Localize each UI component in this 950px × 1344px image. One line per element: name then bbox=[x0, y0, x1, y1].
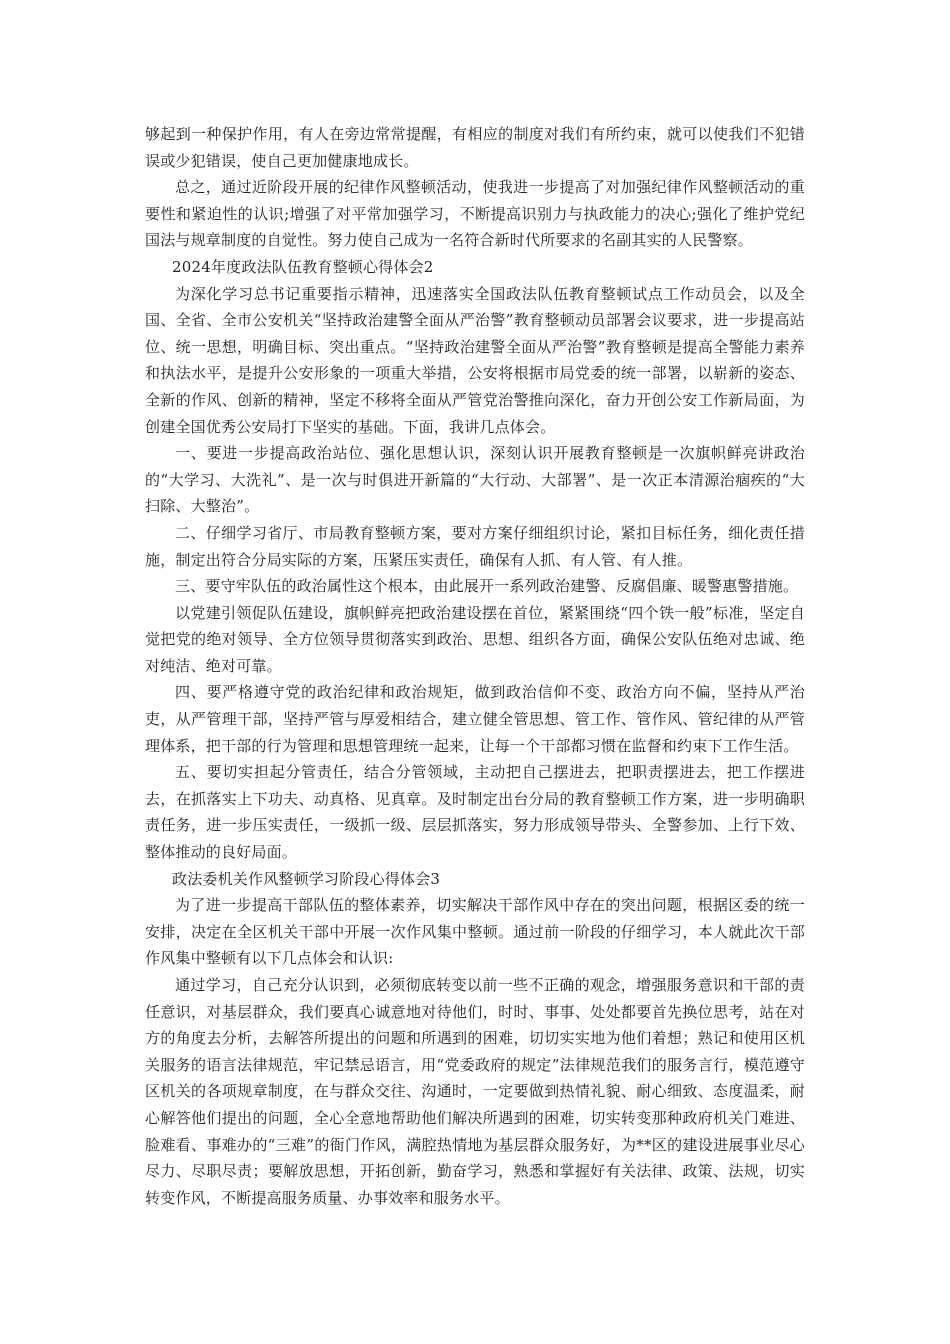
document-page bbox=[145, 121, 805, 1211]
paragraph-8: 四、要严格遵守党的政治纪律和政治规矩，做到政治信仰不变、政治方向不偏，坚持从严治吏，从严管理干部，坚持严管与厚爱相结合，建立健全管思想、管工作、管作风、管纪律的从严管理体系，把干部的行为管理和思想管理统一起来，让每一个干部都习惯在监督和约束下工作生活。 bbox=[145, 683, 805, 755]
paragraph-9: 五、要切实担起分管责任，结合分管领域，主动把自己摆进去，把职责摆进去，把工作摆进去，在抓落实上下功夫、动真格、见真章。及时制定出台分局的教育整顿工作方案，进一步明确职责任务，进一步压实责任，一级抓一级、层层抓落实，努力形成领导带头、全警参加、上行下效、整体推动的良好局面。 bbox=[145, 763, 805, 862]
paragraph-4: 一、要进一步提高政治站位、强化思想认识，深刻认识开展教育整顿是一次旗帜鲜亮讲政治的“大学习、大洗礼”、是一次与时俱进开新篇的“大行动、大部署”、是一次正本清源治痼疾的“大扫除、大整治”。 bbox=[145, 444, 805, 516]
paragraph-7: 以党建引领促队伍建设，旗帜鲜亮把政治建设摆在首位，紧紧围绕“四个铁一般”标准，坚定自觉把党的绝对领导、全方位领导贯彻落实到政治、思想、组织各方面，确保公安队伍绝对忠诚、绝对纯洁、绝对可靠。 bbox=[145, 603, 805, 675]
section-heading-2: 2024年度政法队伍教育整顿心得体会2 bbox=[172, 257, 434, 276]
paragraph-3: 为深化学习总书记重要指示精神，迅速落实全国政法队伍教育整顿试点工作动员会，以及全国、全省、全市公安机关“坚持政治建警全面从严治警”教育整顿动员部署会议要求，进一步提高站位、统一思想，明确目标、突出重点。“坚持政治建警全面从严治警”教育整顿是提高全警能力素养和执法水平，是提升公安形象的一项重大举措，公安将根据市局党委的统一部署，以崭新的姿态、全新的作风、创新的精神，坚定不移将全面从严管党治警推向深化，奋力开创公安工作新局面，为创建全国优秀公安局打下坚实的基础。下面，我讲几点体会。 bbox=[145, 284, 805, 436]
section-heading-3: 政法委机关作风整顿学习阶段心得体会3 bbox=[172, 869, 441, 888]
paragraph-11: 通过学习，自己充分认识到，必须彻底转变以前一些不正确的观念，增强服务意识和干部的责任意识，对基层群众，我们要真心诚意地对待他们，时时、事事、处处都要首先换位思考，站在对方的角度去分析，去解答所提出的问题和所遇到的困难，切切实实地为他们着想；熟记和使用区机关服务的语言法律规范，牢记禁忌语言，用“党委政府的规定”法律规范我们的服务言行，模范遵守区机关的各项规章制度，在与群众交往、沟通时，一定要做到热情礼貌、耐心细致、态度温柔，耐心解答他们提出的问题，全心全意地帮助他们解决所遇到的困难，切实转变那种政府机关门难进、脸难看、事难办的“三难”的衙门作风，满腔热情地为基层群众服务好，为**区的建设进展事业尽心尽力、尽职尽责；要解放思想，开拓创新，勤奋学习，熟悉和掌握好有关法律、政策、法规，切实转变作风，不断提高服务质量、办事效率和服务水平。 bbox=[145, 976, 805, 1207]
paragraph-5: 二、仔细学习省厅、市局教育整顿方案，要对方案仔细组织讨论，紧扣目标任务，细化责任措施，制定出符合分局实际的方案，压紧压实责任，确保有人抓、有人管、有人推。 bbox=[145, 523, 805, 569]
paragraph-2: 总之，通过近阶段开展的纪律作风整顿活动，使我进一步提高了对加强纪律作风整顿活动的重要性和紧迫性的认识;增强了对平常加强学习，不断提高识别力与执政能力的决心;强化了维护党纪国法与规章制度的自觉性。努力使自己成为一名符合新时代所要求的名副其实的人民警察。 bbox=[145, 178, 805, 250]
paragraph-6: 三、要守牢队伍的政治属性这个根本，由此展开一系列政治建警、反腐倡廉、暖警惠警措施。 bbox=[175, 577, 799, 596]
paragraph-10: 为了进一步提高干部队伍的整体素养，切实解决干部作风中存在的突出问题，根据区委的统一安排，决定在全区机关干部中开展一次作风集中整顿。通过前一阶段的仔细学习，本人就此次干部作风集中整顿有以下几点体会和认识: bbox=[145, 896, 805, 968]
paragraph-1: 够起到一种保护作用，有人在旁边常常提醒，有相应的制度对我们有所约束，就可以使我们不犯错误或少犯错误，使自己更加健康地成长。 bbox=[145, 125, 805, 170]
